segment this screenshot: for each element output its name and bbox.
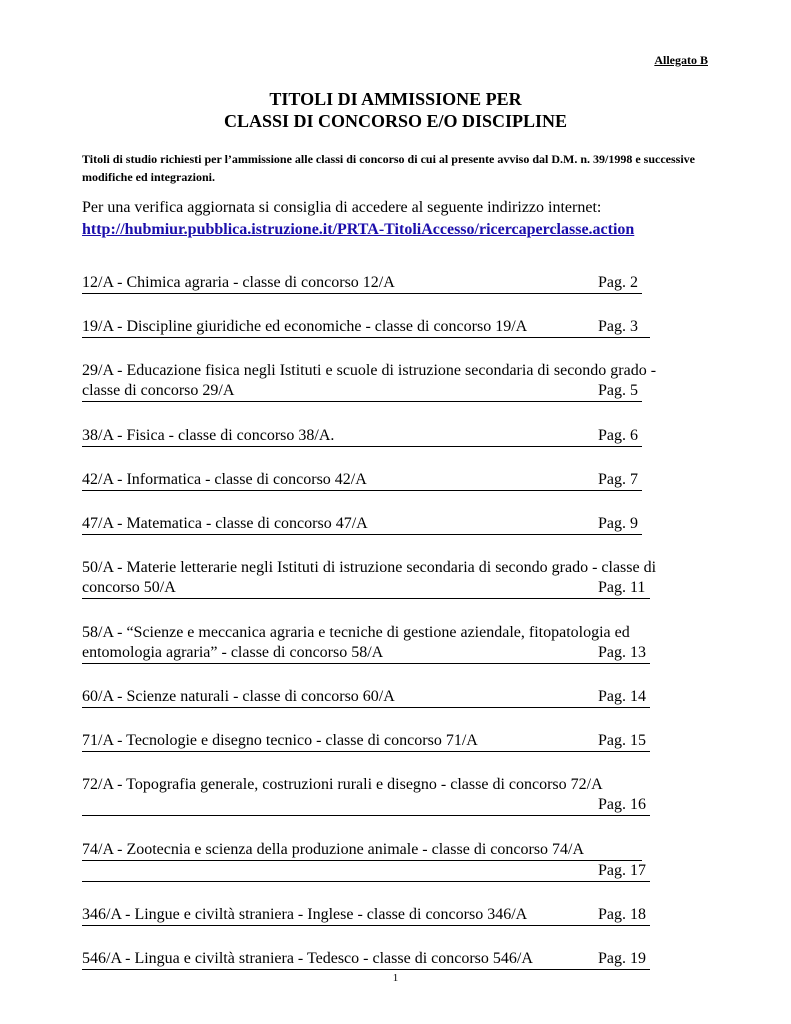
toc-entry[interactable] bbox=[82, 273, 712, 294]
title-line-2: CLASSI DI CONCORSO E/O DISCIPLINE bbox=[223, 111, 568, 131]
toc-entry[interactable] bbox=[82, 840, 712, 882]
toc-entry[interactable] bbox=[82, 949, 712, 970]
toc-entry-page: Pag. 18 bbox=[598, 906, 646, 923]
page-number: 1 bbox=[392, 972, 399, 984]
toc-entry-line bbox=[82, 578, 650, 599]
toc-entry-title: 50/A - Materie letterarie negli Istituti di istruzione secondaria di secondo grado - classe di bbox=[82, 559, 657, 576]
toc-entry-line bbox=[82, 317, 650, 338]
title-line-1: TITOLI DI AMMISSIONE PER bbox=[269, 89, 522, 109]
toc-entry[interactable] bbox=[82, 426, 712, 447]
toc-entry-line bbox=[82, 361, 700, 381]
toc-entry-line bbox=[82, 861, 650, 882]
toc-entry-line bbox=[82, 623, 700, 643]
toc-entry[interactable] bbox=[82, 361, 712, 402]
toc-entry-title: 60/A - Scienze naturali - classe di concorso 60/A bbox=[82, 688, 395, 705]
toc-entry-line bbox=[82, 775, 700, 795]
toc-entry-page: Pag. 5 bbox=[598, 382, 638, 399]
toc-entry-title-continued: concorso 50/A bbox=[82, 579, 176, 596]
toc-entry-title: 12/A - Chimica agraria - classe di concorso 12/A bbox=[82, 274, 395, 291]
toc-entry-title-continued: entomologia agraria” - classe di concorso 58/A bbox=[82, 644, 384, 661]
verify-text: Per una verifica aggiornata si consiglia di accedere al seguente indirizzo internet: bbox=[82, 199, 602, 216]
toc-entry-line bbox=[82, 514, 642, 535]
toc-entry-title: 19/A - Discipline giuridiche ed economiche - classe di concorso 19/A bbox=[82, 318, 528, 335]
toc-entry-line bbox=[82, 795, 650, 816]
toc-entry[interactable] bbox=[82, 558, 712, 599]
toc-entry-page: Pag. 14 bbox=[598, 688, 646, 705]
toc-entry-page: Pag. 17 bbox=[598, 862, 646, 879]
toc-entry-line bbox=[82, 905, 650, 926]
toc-entry[interactable] bbox=[82, 905, 712, 926]
toc-entry-page: Pag. 6 bbox=[598, 427, 638, 444]
toc-entry-line bbox=[82, 273, 642, 294]
verify-paragraph bbox=[82, 197, 722, 241]
toc-entry-line bbox=[82, 643, 650, 664]
document-subtitle: Titoli di studio richiesti per l’ammissione alle classi di concorso di cui al presente avviso dal D.M. n. 39/1998 e successive modifiche ed integrazioni. bbox=[82, 152, 695, 184]
toc-entry-title: 29/A - Educazione fisica negli Istituti e scuole di istruzione secondaria di secondo grado - bbox=[82, 362, 657, 379]
toc-entry-title: 74/A - Zootecnia e scienza della produzione animale - classe di concorso 74/A bbox=[82, 841, 585, 858]
toc-entry-title: 42/A - Informatica - classe di concorso 42/A bbox=[82, 471, 367, 488]
toc-entry-page: Pag. 13 bbox=[598, 644, 646, 661]
attachment-label: Allegato B bbox=[654, 53, 708, 67]
toc-entry-page: Pag. 16 bbox=[598, 796, 646, 813]
toc-entry-line bbox=[82, 731, 650, 752]
toc-entry-line bbox=[82, 470, 642, 491]
toc-entry-title: 72/A - Topografia generale, costruzioni rurali e disegno - classe di concorso 72/A bbox=[82, 776, 603, 793]
toc-entry[interactable] bbox=[82, 514, 712, 535]
toc-entry-title: 71/A - Tecnologie e disegno tecnico - classe di concorso 71/A bbox=[82, 732, 478, 749]
toc-entry-title: 546/A - Lingua e civiltà straniera - Tedesco - classe di concorso 546/A bbox=[82, 950, 533, 967]
toc-entry-line bbox=[82, 381, 642, 402]
toc-entry-title-continued: classe di concorso 29/A bbox=[82, 382, 235, 399]
toc-entry[interactable] bbox=[82, 775, 712, 816]
toc-entry-line bbox=[82, 558, 700, 578]
toc-entry[interactable] bbox=[82, 470, 712, 491]
toc-entry[interactable] bbox=[82, 731, 712, 752]
toc-entry-line bbox=[82, 949, 650, 970]
toc-entry[interactable] bbox=[82, 687, 712, 708]
toc-entry-line bbox=[82, 426, 642, 447]
toc-entry[interactable] bbox=[82, 317, 712, 338]
toc-entry-page: Pag. 19 bbox=[598, 950, 646, 967]
reference-link[interactable]: http://hubmiur.pubblica.istruzione.it/PRTA-TitoliAccesso/ricercaperclasse.action bbox=[82, 221, 635, 238]
toc-entry-title: 47/A - Matematica - classe di concorso 47/A bbox=[82, 515, 368, 532]
toc-entry-title: 38/A - Fisica - classe di concorso 38/A. bbox=[82, 427, 335, 444]
toc-entry-title: 346/A - Lingue e civiltà straniera - Inglese - classe di concorso 346/A bbox=[82, 906, 528, 923]
toc-entry-line bbox=[82, 687, 650, 708]
toc-entry-page: Pag. 3 bbox=[598, 318, 638, 335]
toc-entry-page: Pag. 2 bbox=[598, 274, 638, 291]
toc-entry-page: Pag. 7 bbox=[598, 471, 638, 488]
toc-entry[interactable] bbox=[82, 623, 712, 664]
document-title bbox=[0, 88, 791, 132]
toc-entry-page: Pag. 9 bbox=[598, 515, 638, 532]
toc-entry-line bbox=[82, 840, 642, 861]
toc-entry-title: 58/A - “Scienze e meccanica agraria e tecniche di gestione aziendale, fitopatologia ed bbox=[82, 624, 630, 641]
toc-entry-page: Pag. 11 bbox=[598, 579, 646, 596]
toc-entry-page: Pag. 15 bbox=[598, 732, 646, 749]
